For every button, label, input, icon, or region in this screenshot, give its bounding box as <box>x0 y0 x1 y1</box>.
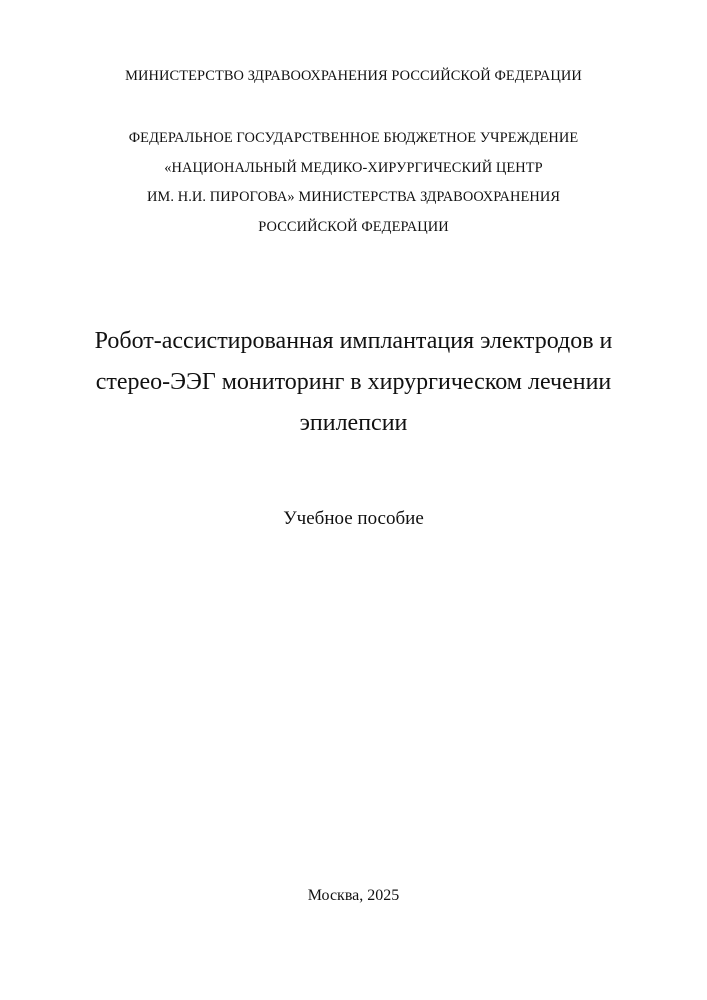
institution-line: ИМ. Н.И. ПИРОГОВА» МИНИСТЕРСТВА ЗДРАВООХРАНЕНИЯ <box>146 189 561 205</box>
ministry-name: МИНИСТЕРСТВО ЗДРАВООХРАНЕНИЯ РОССИЙСКОЙ ФЕДЕРАЦИИ <box>125 68 582 84</box>
institution-line: РОССИЙСКОЙ ФЕДЕРАЦИИ <box>258 218 449 235</box>
document-title <box>0 321 707 444</box>
title-line: эпилепсии <box>299 410 408 436</box>
institution-line: «НАЦИОНАЛЬНЫЙ МЕДИКО-ХИРУРГИЧЕСКИЙ ЦЕНТР <box>164 159 543 176</box>
title-line: стерео-ЭЭГ мониторинг в хирургическом лечении <box>95 369 612 395</box>
imprint-city-year: Москва, 2025 <box>307 887 400 904</box>
institution-line: ФЕДЕРАЛЬНОЕ ГОСУДАРСТВЕННОЕ БЮДЖЕТНОЕ УЧРЕЖДЕНИЕ <box>128 130 579 146</box>
document-type: Учебное пособие <box>283 508 424 529</box>
institution-name <box>0 124 707 242</box>
title-line: Робот-ассистированная имплантация электродов и <box>94 328 613 354</box>
